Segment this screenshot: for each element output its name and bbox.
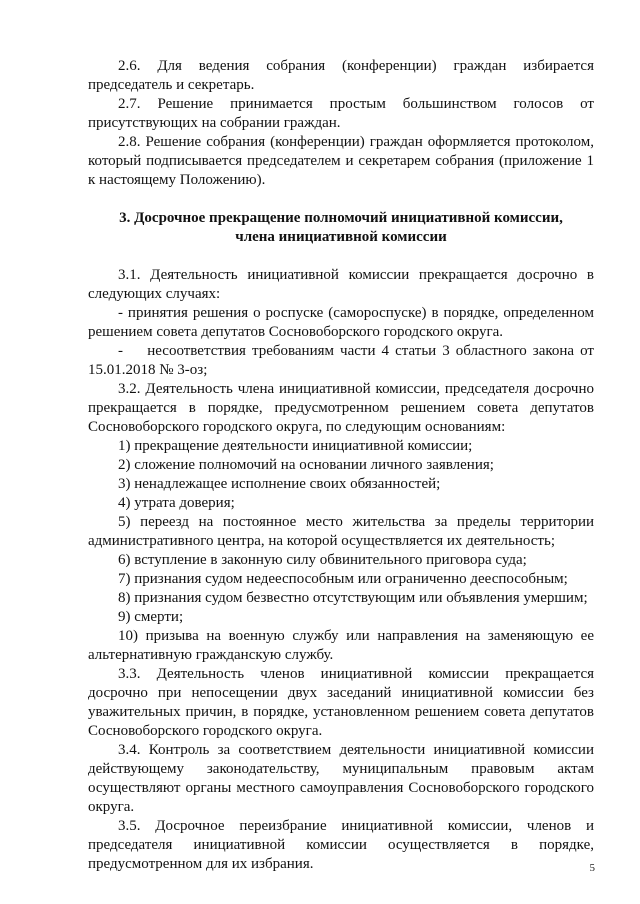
- ground-item-7: 7) признания судом недееспособным или ограниченно дееспособным;: [118, 571, 568, 587]
- paragraph-3-3: 3.3. Деятельность членов инициативной комиссии прекращается досрочно при непосещении двух заседаний инициативной комиссии без уважительных причин, в порядке, установленном решением совета депутатов Сосновоборского городского округа.: [88, 666, 594, 739]
- paragraph-3-1-item-a: - принятия решения о роспуске (самороспуске) в порядке, определенном решением совета депутатов Сосновоборского городского округа.: [88, 305, 594, 340]
- ground-item-9: 9) смерти;: [118, 609, 184, 625]
- paragraph-3-1-item-b: - несоответствия требованиям части 4 статьи 3 областного закона от 15.01.2018 № 3-оз;: [88, 343, 598, 378]
- ground-item-6: 6) вступление в законную силу обвинительного приговора суда;: [118, 552, 527, 568]
- ground-item-4: 4) утрата доверия;: [118, 495, 235, 511]
- section-3-heading: [88, 209, 594, 247]
- section-3-heading-line-2: члена инициативной комиссии: [235, 229, 447, 245]
- page-number: 5: [589, 862, 595, 874]
- ground-item-1: 1) прекращение деятельности инициативной комиссии;: [118, 438, 473, 454]
- ground-item-3: 3) ненадлежащее исполнение своих обязанностей;: [118, 476, 441, 492]
- paragraph-2-8: 2.8. Решение собрания (конференции) граждан оформляется протоколом, который подписывается председателем и секретарем собрания (приложение 1 к настоящему Положению).: [88, 134, 594, 188]
- ground-item-2: 2) сложение полномочий на основании личного заявления;: [118, 457, 494, 473]
- document-page: [88, 57, 598, 874]
- paragraph-3-5: 3.5. Досрочное переизбрание инициативной комиссии, членов и председателя инициативной комиссии осуществляется в порядке, предусмотренном для их избрания.: [88, 818, 594, 872]
- paragraph-2-6: 2.6. Для ведения собрания (конференции) граждан избирается председатель и секретарь.: [88, 58, 594, 93]
- paragraph-3-1: 3.1. Деятельность инициативной комиссии прекращается досрочно в следующих случаях:: [88, 267, 594, 302]
- ground-item-8: 8) признания судом безвестно отсутствующим или объявления умершим;: [118, 590, 588, 606]
- ground-item-5: 5) переезд на постоянное место жительства за пределы территории административного центра, на которой осуществляется их деятельность;: [88, 514, 594, 549]
- paragraph-3-2: 3.2. Деятельность члена инициативной комиссии, председателя досрочно прекращается в порядке, предусмотренном решением совета депутатов Сосновоборского городского округа, по следующим основаниям:: [88, 381, 594, 435]
- paragraph-3-4: 3.4. Контроль за соответствием деятельности инициативной комиссии действующему законодательству, муниципальным правовым актам осуществляют органы местного самоуправления Сосновоборского городского округа.: [88, 742, 594, 815]
- section-3-heading-line-1: 3. Досрочное прекращение полномочий инициативной комиссии,: [119, 210, 563, 226]
- ground-item-10: 10) призыва на военную службу или направления на заменяющую ее альтернативную гражданскую службу.: [88, 628, 594, 663]
- paragraph-2-7: 2.7. Решение принимается простым большинством голосов от присутствующих на собрании граждан.: [88, 96, 594, 131]
